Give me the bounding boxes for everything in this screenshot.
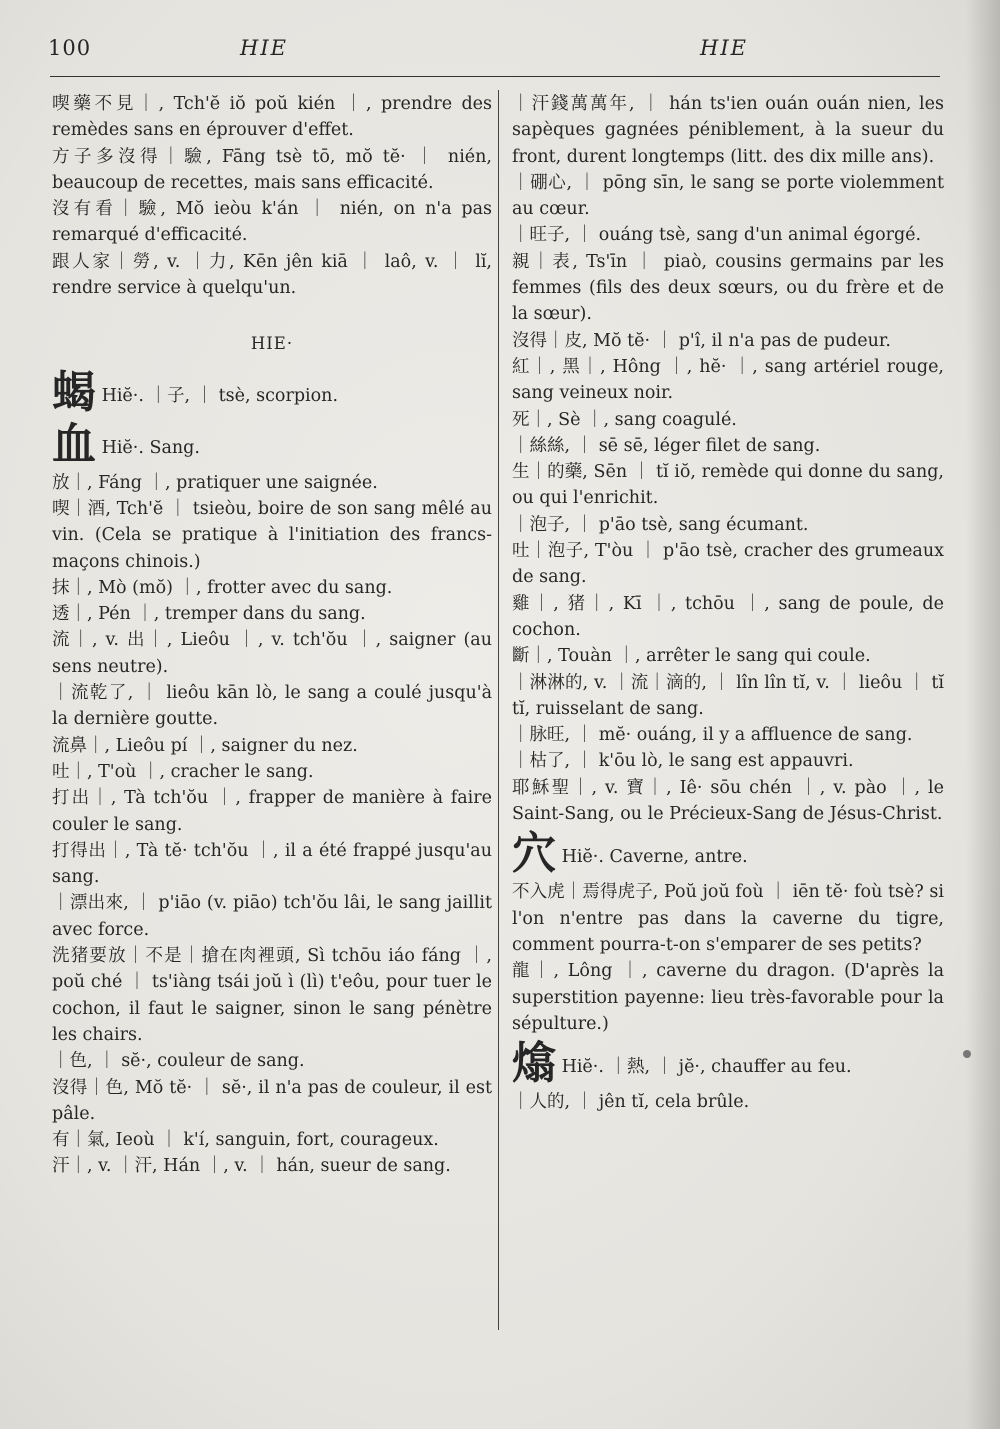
right-column xyxy=(512,91,944,1115)
header-rule xyxy=(50,76,940,77)
entry-paragraph: ｜枯了, ｜ k'ōu lò, le sang est appauvri. xyxy=(512,751,854,772)
entry-paragraph: 流｜, v. 出｜, Lieôu ｜, v. tch'ŏu ｜, saigner (au sens neutre). xyxy=(52,630,492,677)
entry-paragraph: 喫｜酒, Tch'ĕ ｜ tsieòu, boire de son sang mêlé au vin. (Cela se pratique à l'initiation des francs-maçons chinois.) xyxy=(52,498,492,572)
entry-paragraph: 死｜, Sè ｜, sang coagulé. xyxy=(512,409,737,430)
page-header xyxy=(0,36,1000,66)
left-column xyxy=(52,91,492,1180)
entry-paragraph: 流鼻｜, Lieôu pí ｜, saigner du nez. xyxy=(52,735,358,756)
ink-spot xyxy=(963,1050,971,1058)
entry-paragraph: 沒得｜色, Mŏ tĕ· ｜ sĕ·, il n'a pas de couleur, il est pâle. xyxy=(52,1077,492,1124)
entry-paragraph: 透｜, Pén ｜, tremper dans du sang. xyxy=(52,604,366,625)
entry-paragraph: 方子多沒得｜驗, Fāng tsè tō, mŏ tĕ· ｜ nién, beaucoup de recettes, mais sans efficacité. xyxy=(52,146,492,193)
headword-definition: Hiĕ·. Sang. xyxy=(96,437,200,458)
headword-entry xyxy=(52,420,492,470)
headword-definition: Hiĕ·. ｜子, ｜ tsè, scorpion. xyxy=(96,385,339,406)
entry-paragraph: 放｜, Fáng ｜, pratiquer une saignée. xyxy=(52,472,378,493)
entry-paragraph: 雞｜, 猪｜, Kī ｜, tchōu ｜, sang de poule, de cochon. xyxy=(512,593,944,640)
entry-paragraph: ｜硼心, ｜ pōng sīn, le sang se porte violemment au cœur. xyxy=(512,172,944,220)
entry-paragraph: 龍｜, Lông ｜, caverne du dragon. (D'après la superstition payenne: lieu très-favorable pour la sépulture.) xyxy=(512,961,944,1034)
headword-character: 血 xyxy=(52,418,96,470)
entry-paragraph: 沒有看｜驗, Mŏ ieòu k'án ｜ nién, on n'a pas remarqué d'efficacité. xyxy=(52,199,492,246)
entry-paragraph: ｜旺子, ｜ ouáng tsè, sang d'un animal égorgé. xyxy=(512,225,922,246)
entry-paragraph: ｜色, ｜ sĕ·, couleur de sang. xyxy=(52,1051,305,1072)
entry-paragraph: 斷｜, Touàn ｜, arrêter le sang qui coule. xyxy=(512,646,871,667)
entry-paragraph: 不入虎｜焉得虎子, Poŭ joŭ foù ｜ iēn tĕ· foù tsè? si l'on n'entre pas dans la caverne du tigre, comment pourra-t-on s'emparer de ses petits? xyxy=(512,882,944,955)
entry-paragraph: 紅｜, 黑｜, Hông ｜, hĕ· ｜, sang artériel rouge, sang veineux noir. xyxy=(512,356,944,404)
entry-paragraph: 生｜的藥, Sēn ｜ tĭ iŏ, remède qui donne du sang, ou qui l'enrichit. xyxy=(512,462,944,509)
entry-paragraph: 有｜氣, Ieoù ｜ k'í, sanguin, fort, courageux. xyxy=(52,1130,439,1151)
entry-paragraph: 吐｜, T'où ｜, cracher le sang. xyxy=(52,761,314,782)
entry-paragraph: 喫藥不見｜, Tch'ĕ iŏ poŭ kién ｜, prendre des remèdes sans en éprouver d'effet. xyxy=(52,94,492,141)
entry-paragraph: ｜汗錢萬萬年, ｜ hán ts'ien ouán ouán nien, les sapèques gagnées péniblement, à la sueur du front, durent longtemps (litt. des dix mille ans). xyxy=(512,94,944,167)
headword-character: 蝎 xyxy=(52,366,96,418)
entry-paragraph: 打得出｜, Tà tĕ· tch'ŏu ｜, il a été frappé jusqu'au sang. xyxy=(52,840,492,888)
entry-paragraph: ｜淋淋的, v. ｜流｜滴的, ｜ lîn lîn tĭ, v. ｜ lieôu ｜ tĭ tĭ, ruisselant de sang. xyxy=(512,672,944,719)
running-head-left: HIE xyxy=(240,36,288,60)
entry-paragraph: 抹｜, Mò (mŏ) ｜, frotter avec du sang. xyxy=(52,577,393,598)
entry-paragraph: 耶穌聖｜, v. 寶｜, Iê· sōu chén ｜, v. pào ｜, le Saint-Sang, ou le Précieux-Sang de Jésus-Christ. xyxy=(512,777,944,825)
entry-paragraph: ｜流乾了, ｜ lieôu kān lò, le sang a coulé jusqu'à la dernière goutte. xyxy=(52,683,492,730)
page-edge-shadow xyxy=(966,0,1000,1429)
entry-paragraph: 跟人家｜勞, v. ｜力, Kēn jên kiā ｜ laô, v. ｜ lĭ, rendre service à quelqu'un. xyxy=(52,251,492,299)
entry-paragraph: 沒得｜皮, Mŏ tĕ· ｜ p'î, il n'a pas de pudeur. xyxy=(512,330,891,351)
page-number: 100 xyxy=(48,36,92,60)
entry-paragraph: ｜絲絲, ｜ sē sē, léger filet de sang. xyxy=(512,435,821,456)
headword-character: 熻 xyxy=(512,1038,556,1090)
running-head-right: HIE xyxy=(700,36,748,60)
entry-paragraph: 親｜表, Ts'īn ｜ piaò, cousins germains par les femmes (fils des deux sœurs, ou du frère et de la sœur). xyxy=(512,251,944,325)
entry-paragraph: ｜人的, ｜ jên tĭ, cela brûle. xyxy=(512,1092,750,1113)
headword-character: 穴 xyxy=(512,828,556,880)
entry-paragraph: ｜泡子, ｜ p'āo tsè, sang écumant. xyxy=(512,514,809,535)
entry-paragraph: ｜脉旺, ｜ mĕ· ouáng, il y a affluence de sang. xyxy=(512,725,913,746)
headword-entry xyxy=(512,829,944,879)
entry-paragraph: 打出｜, Tà tch'ŏu ｜, frapper de manière à faire couler le sang. xyxy=(52,788,492,835)
section-heading: HIE· xyxy=(250,334,294,354)
entry-paragraph: 汗｜, v. ｜汗, Hán ｜, v. ｜ hán, sueur de sang. xyxy=(52,1156,451,1177)
entry-paragraph: 洗猪要放｜不是｜搶在肉裡頭, Sì tchōu iáo fáng ｜, poŭ ché ｜ ts'iàng tsái joŭ ì (lì) t'eôu, pour tuer le cochon, il faut le saigner, sinon le sang pénètre les chairs. xyxy=(52,946,492,1045)
headword-entry xyxy=(512,1039,944,1089)
headword-definition: Hiĕ·. Caverne, antre. xyxy=(556,847,748,868)
entry-paragraph: 吐｜泡子, T'òu ｜ p'āo tsè, cracher des grumeaux de sang. xyxy=(512,541,944,588)
column-divider xyxy=(498,90,499,1330)
headword-definition: Hiĕ·. ｜熱, ｜ jĕ·, chauffer au feu. xyxy=(556,1057,852,1078)
headword-entry xyxy=(52,368,492,418)
entry-paragraph: ｜漂出來, ｜ p'iāo (v. piāo) tch'ŏu lâi, le sang jaillit avec force. xyxy=(52,893,492,940)
